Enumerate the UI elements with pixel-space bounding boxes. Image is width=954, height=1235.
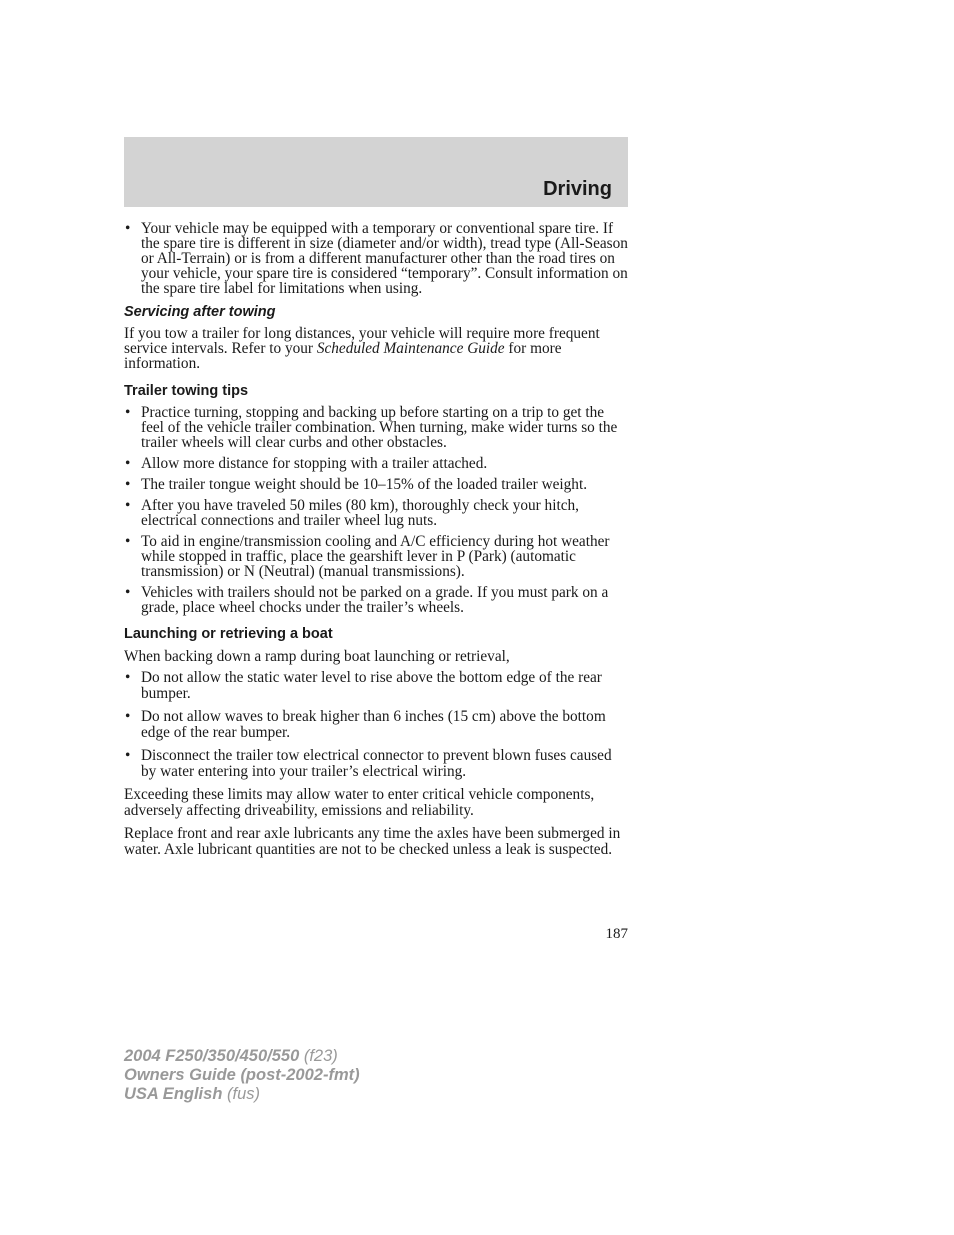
servicing-heading: Servicing after towing xyxy=(124,304,276,320)
footer-line-guide: Owners Guide (post-2002-fmt) xyxy=(124,1066,360,1084)
page-content xyxy=(124,221,628,865)
bullet-icon: • xyxy=(125,747,131,764)
limits-paragraph: Exceeding these limits may allow water to enter critical vehicle components, adversely affecting driveability, emissions and reliability. xyxy=(124,786,595,819)
bullet-icon: • xyxy=(125,404,131,421)
list-item: • Do not allow the static water level to rise above the bottom edge of the rear bumper. xyxy=(125,669,602,702)
trailer-tips-heading: Trailer towing tips xyxy=(124,383,249,399)
list-item: • Your vehicle may be equipped with a temporary or conventional spare tire. If the spare tire is different in size (diameter and/or width), tread type (All-Season or All-Terrain) or is from a different manufacturer other than the road tires on your vehicle, your spare tire is considered “temporary”. Consult information on the spare tire label for limitations when using. xyxy=(125,220,628,297)
bullet-icon: • xyxy=(125,669,131,686)
document-footer xyxy=(124,1047,360,1104)
list-item: • To aid in engine/transmission cooling and A/C efficiency during hot weather while stopped in traffic, place the gearshift lever in P (Park) (automatic transmission) or N (Neutral) (manual transmissions). xyxy=(125,533,610,580)
list-item: • Allow more distance for stopping with a trailer attached. xyxy=(125,455,488,472)
maintenance-guide-reference: Scheduled Maintenance Guide xyxy=(316,340,505,357)
bullet-icon: • xyxy=(125,533,131,550)
footer-line-model: 2004 F250/350/450/550 (f23) xyxy=(124,1047,338,1065)
boat-list xyxy=(124,670,628,780)
bullet-icon: • xyxy=(125,497,131,514)
bullet-icon: • xyxy=(125,220,131,237)
list-item: • Do not allow waves to break higher than 6 inches (15 cm) above the bottom edge of the rear bumper. xyxy=(125,708,606,741)
trailer-tips-list xyxy=(124,405,628,615)
list-item: • The trailer tongue weight should be 10–15% of the loaded trailer weight. xyxy=(125,476,588,493)
servicing-paragraph: If you tow a trailer for long distances, your vehicle will require more frequent service intervals. Refer to your Scheduled Maintenance Guide for more information. xyxy=(124,325,600,372)
page-number: 187 xyxy=(605,926,628,942)
bullet-icon: • xyxy=(125,455,131,472)
list-item: • Vehicles with trailers should not be parked on a grade. If you must park on a grade, place wheel chocks under the trailer’s wheels. xyxy=(125,584,609,616)
axle-lubricant-paragraph: Replace front and rear axle lubricants any time the axles have been submerged in water. Axle lubricant quantities are not to be checked unless a leak is suspected. xyxy=(124,825,621,858)
section-header-band xyxy=(124,137,628,207)
bullet-icon: • xyxy=(125,708,131,725)
boat-intro: When backing down a ramp during boat launching or retrieval, xyxy=(124,648,510,665)
list-item: • After you have traveled 50 miles (80 km), thoroughly check your hitch, electrical connections and trailer wheel lug nuts. xyxy=(125,497,579,529)
list-item: • Practice turning, stopping and backing up before starting on a trip to get the feel of the vehicle trailer combination. When turning, make wider turns so the trailer wheels will clear curbs and other obstacles. xyxy=(125,404,618,451)
bullet-icon: • xyxy=(125,584,131,601)
footer-line-language: USA English (fus) xyxy=(124,1085,260,1103)
spare-tire-list xyxy=(124,221,628,296)
bullet-icon: • xyxy=(125,476,131,493)
section-title: Driving xyxy=(543,178,612,200)
list-item: • Disconnect the trailer tow electrical connector to prevent blown fuses caused by water entering into your trailer’s electrical wiring. xyxy=(125,747,612,780)
boat-heading: Launching or retrieving a boat xyxy=(124,626,333,642)
